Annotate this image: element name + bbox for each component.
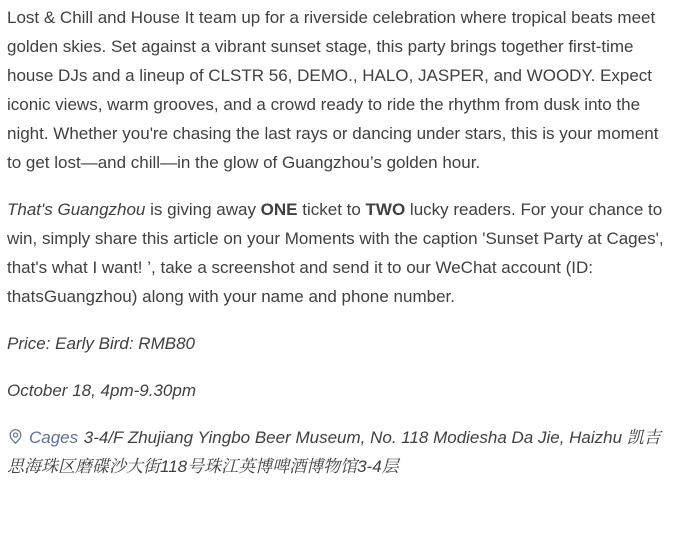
giveaway-paragraph xyxy=(7,195,669,311)
venue-address: 3-4/F Zhujiang Yingbo Beer Museum, No. 118 Modiesha Da Jie, Haizhu 凯吉思海珠区磨碟沙大街118号珠江英博啤酒博物馆3-4层 xyxy=(7,428,661,476)
venue-name: Cages xyxy=(29,428,79,447)
datetime-line: October 18, 4pm-9.30pm xyxy=(7,381,196,400)
text-segment: That's Guangzhou xyxy=(7,200,146,219)
intro-paragraph: Lost & Chill and House It team up for a riverside celebration where tropical beats meet golden skies. Set against a vibrant sunset stage, this party brings together first-time house DJs and a lineup of CLSTR 56, DEMO., HALO, JASPER, and WOODY. Expect iconic views, warm grooves, and a crowd ready to ride the rhythm from dusk into the night. Whether you're chasing the last rays or dancing under stars, this is your moment to get lost—and chill—in the glow of Guangzhou’s golden hour. xyxy=(7,8,659,172)
text-segment: TWO xyxy=(365,200,406,219)
price-line: Price: Early Bird: RMB80 xyxy=(7,334,195,353)
text-segment: is giving away xyxy=(145,200,261,219)
venue-line xyxy=(7,423,669,481)
text-segment: ticket to xyxy=(297,200,366,219)
location-pin-icon xyxy=(7,427,24,446)
text-segment: lucky readers. For your chance to win, simply share this article on your Moments with the caption 'Sunset Party at Cages', that's what I want! ’, take a screenshot and send it to our WeChat account (ID: thatsGuangzhou) along with your name and phone number. xyxy=(7,200,664,306)
text-segment: ONE xyxy=(260,200,298,219)
